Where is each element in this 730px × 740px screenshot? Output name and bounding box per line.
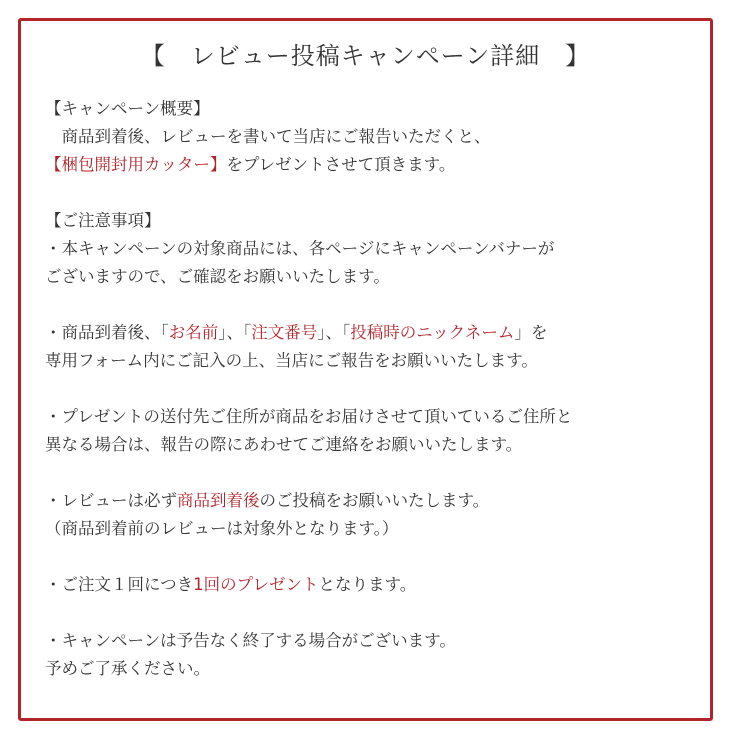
note-2-text: ・商品到着後、「 [45, 323, 169, 342]
note-1-line-1: ・本キャンペーンの対象商品には、各ページにキャンペーンバナーが [45, 239, 555, 258]
spacer [45, 543, 705, 571]
gift-name-highlight: 【梱包開封用カッター】 [45, 155, 227, 174]
note-5-line-1 [45, 571, 705, 599]
highlight-one-gift: 1回のプレゼント [193, 575, 319, 594]
note-5-text: ・ご注文１回につき [45, 575, 194, 594]
note-6-line-1: ・キャンペーンは予告なく終了する場合がございます。 [45, 631, 456, 650]
overview-line-2-rest: をプレゼントさせて頂きます。 [226, 155, 456, 174]
note-1-line-2: ございますので、ご確認をお願いいたします。 [45, 267, 390, 286]
spacer [45, 459, 705, 487]
notes-heading: 【ご注意事項】 [45, 211, 161, 230]
overview-heading: 【キャンペーン概要】 [45, 99, 210, 118]
overview-line-2 [45, 151, 705, 179]
note-2-text: 」、「 [218, 323, 252, 342]
note-3-line-1: ・プレゼントの送付先ご住所が商品をお届けさせて頂いているご住所と [45, 407, 573, 426]
note-4-line-2: （商品到着前のレビューは対象外となります。） [45, 519, 399, 538]
campaign-body [45, 95, 705, 683]
note-4-text: ・レビューは必ず [45, 491, 177, 510]
highlight-order-number: 注文番号 [251, 323, 318, 342]
campaign-details-box [18, 18, 713, 721]
note-3-line-2: 異なる場合は、報告の際にあわせてご連絡をお願いいたします。 [45, 435, 523, 454]
spacer [45, 375, 705, 403]
note-2-line-1 [45, 319, 705, 347]
highlight-after-arrival: 商品到着後 [177, 491, 260, 510]
highlight-name: お名前 [168, 323, 219, 342]
note-2-text: 」、「 [317, 323, 351, 342]
note-4-line-1 [45, 487, 705, 515]
highlight-nickname: 投稿時のニックネーム [350, 323, 515, 342]
note-5-text: となります。 [318, 575, 417, 594]
note-6-line-2: 予めご了承ください。 [45, 659, 210, 678]
note-2-line-2: 専用フォーム内にご記入の上、当店にご報告をお願いいたします。 [45, 351, 538, 370]
note-4-text: のご投稿をお願いいたします。 [259, 491, 490, 510]
note-2-text: 」を [514, 323, 548, 342]
spacer [45, 291, 705, 319]
spacer [45, 179, 705, 207]
overview-line-1: 商品到着後、レビューを書いて当店にご報告いただくと、 [45, 127, 491, 146]
page-title: 【 レビュー投稿キャンペーン詳細 】 [140, 42, 591, 70]
spacer [45, 599, 705, 627]
